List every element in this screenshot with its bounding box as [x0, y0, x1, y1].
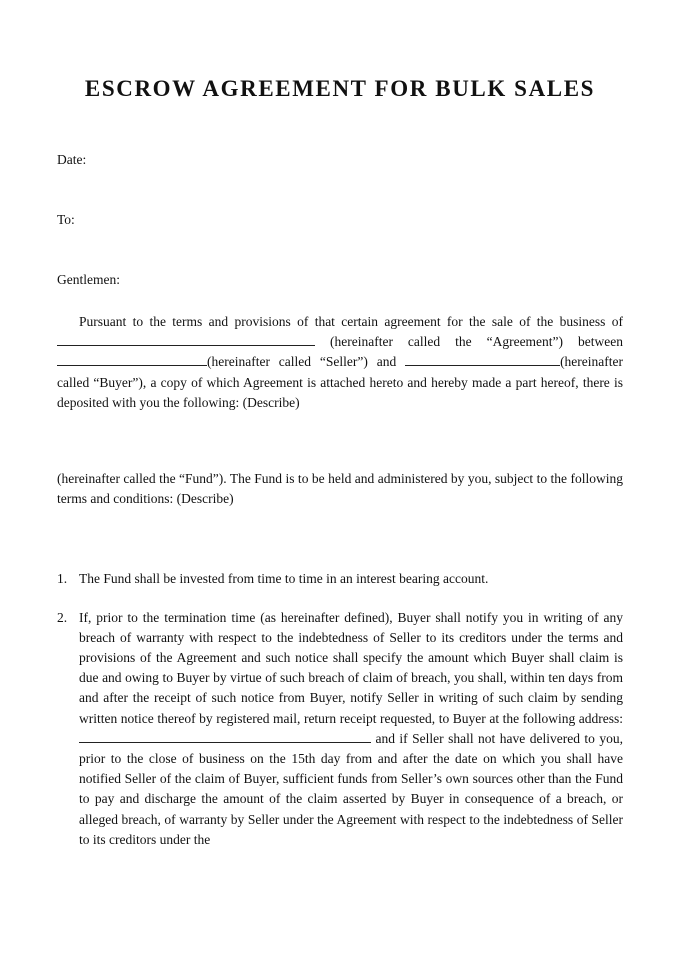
spacer-clause-1-2 [57, 590, 623, 608]
recital-text-part2: (hereinafter called the “Agreement”) between [329, 334, 623, 350]
business-of-blank[interactable] [57, 333, 315, 346]
recital-text-part1: Pursuant to the terms and provisions of that certain agreement for the sale of the business of [79, 314, 623, 329]
fund-paragraph: (hereinafter called the “Fund”). The Fund is to be held and administered by you, subject to the following terms and conditions: (Describe) [57, 471, 623, 507]
recital-text-part4: (hereinafter called “Buyer”), a copy of which Agreement is attached hereto and hereby made a part hereof, there is deposited with you the following: (Describe) [57, 354, 624, 410]
recital-paragraph [57, 312, 623, 413]
spacer-date-to [57, 170, 623, 210]
to-field-label: To: [57, 212, 75, 227]
clause-2-text-part1: If, prior to the termination time (as hereinafter defined), Buyer shall notify you in writing of any breach of warranty with respect to the indebtedness of Seller to its creditors under the terms and provisions of the Agreement and such notice shall specify the amount which Buyer shall claim is due and owing to Buyer by virtue of such breach of claim of breach, you shall, within ten days from and after the receipt of such notice from Buyer, notify Seller in writing of such claim by sending written notice thereof by registered mail, return receipt requested, to Buyer at the following address: [79, 609, 623, 726]
clause-item-2 [57, 608, 623, 850]
buyer-name-blank[interactable] [405, 353, 560, 366]
clause-1-text: The Fund shall be invested from time to time in an interest bearing account. [79, 571, 489, 587]
document-body [57, 150, 623, 850]
seller-name-blank[interactable] [57, 353, 207, 366]
salutation-label: Gentlemen: [57, 272, 120, 287]
recital-text-part3: (hereinafter called “Seller”) and [207, 354, 397, 370]
buyer-address-blank[interactable] [79, 730, 371, 743]
spacer-gentlemen-paragraph [57, 290, 623, 312]
spacer-fund-clauses [57, 509, 623, 569]
spacer-to-gentlemen [57, 230, 623, 270]
page-title: ESCROW AGREEMENT FOR BULK SALES [84, 76, 596, 101]
clause-2-number: 2. [57, 609, 68, 625]
clause-2-text [79, 608, 623, 850]
spacer-recital-fund [57, 413, 623, 469]
clause-item-1 [57, 569, 623, 589]
clause-2-text-part2: and if Seller shall not have delivered to you, prior to the close of business on the 15th day from and after the date on which you shall have notified Seller of the claim of Buyer, sufficient funds from Seller’s own sources other than the Fund to pay and discharge the amount of the claim asserted by Buyer in consequence of a breach, or alleged breach, of warranty by Seller under the Agreement with respect to the indebtedness of Seller to its creditors under the [79, 730, 623, 847]
date-field-label: Date: [57, 152, 87, 167]
clause-1-number: 1. [57, 571, 68, 587]
